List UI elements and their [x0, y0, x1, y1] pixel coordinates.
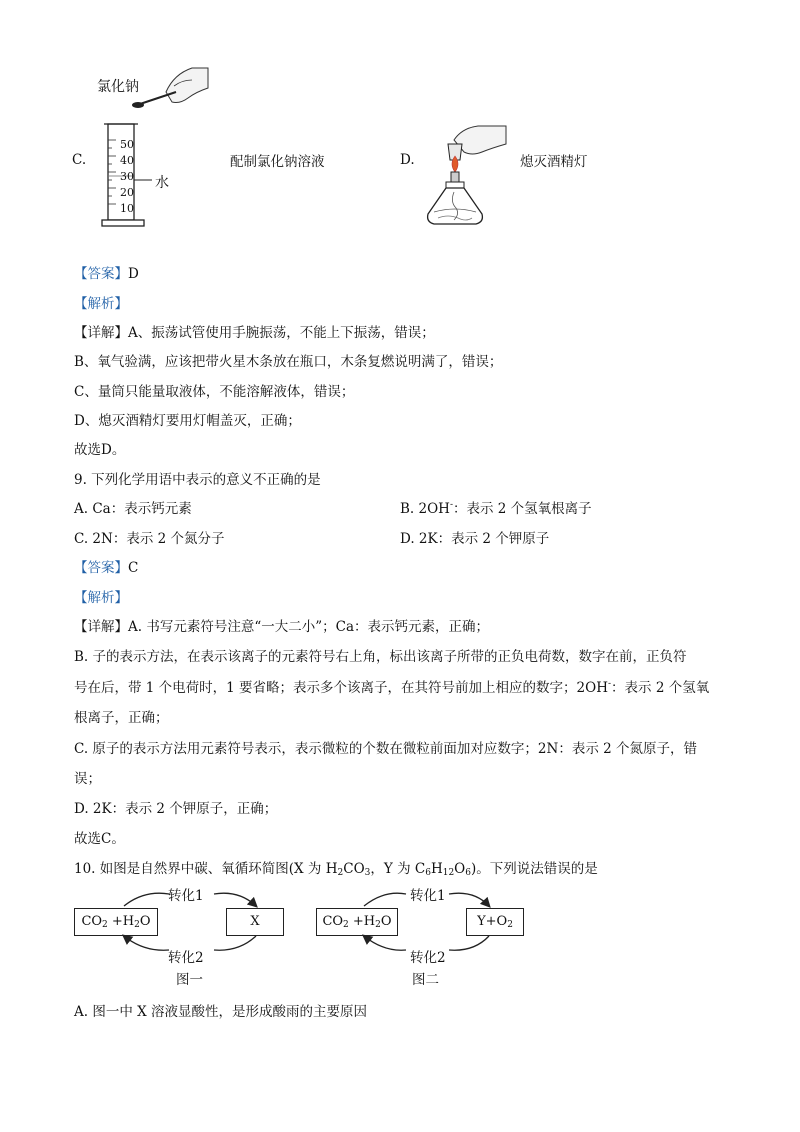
- q8-detail-b: B、氧气验满，应该把带火星木条放在瓶口，木条复燃说明满了，错误；: [74, 354, 503, 370]
- option-d-caption: 熄灭酒精灯: [520, 154, 588, 170]
- q10-stem-2: CO: [343, 861, 365, 877]
- figure-2-right-a: Y+O: [477, 914, 508, 929]
- q9-detail-b3: 根离子，正确；: [74, 710, 169, 726]
- q10-stem-sub1: 2: [337, 868, 344, 878]
- q8-detail-d: D、熄灭酒精灯要用灯帽盖灭，正确；: [74, 413, 301, 429]
- figure-2-left-a: CO: [322, 914, 344, 929]
- figure-2-left-box: [316, 908, 398, 936]
- q9-detail-b1: B. 子的表示方法，在表示该离子的元素符号右上角，标出该离子所带的正负电荷数，数字在前，正负符: [74, 649, 687, 665]
- q9-detail-c2: 误；: [74, 771, 101, 787]
- figure-2-left-c: O: [380, 914, 392, 929]
- alcohol-lamp-illustration: [418, 122, 508, 234]
- figure-2-bottom-label: 转化2: [410, 950, 446, 966]
- scale-40: 40: [120, 154, 134, 167]
- q9-option-d: D. 2K：表示 2 个钾原子: [400, 531, 550, 547]
- q9-answer: C: [128, 560, 139, 576]
- figure-2-left-b: +H: [348, 914, 376, 929]
- figure-1-left-sub1: 2: [102, 920, 108, 930]
- q8-detail-a: [74, 321, 435, 341]
- figure-2-left-sub2: 2: [375, 920, 381, 930]
- figure-2-caption: 图二: [412, 972, 439, 988]
- figure-1-caption: 图一: [176, 972, 203, 988]
- q9-choose: 故选C。: [74, 831, 125, 847]
- q9-detail-b2-pre: 号在后，带 1 个电荷时，1 要省略；表示多个该离子，在其符号前加上相应的数字；2OH: [74, 680, 608, 696]
- q10-stem-5: O: [454, 861, 466, 877]
- q9-option-c: C. 2N：表示 2 个氮分子: [74, 531, 225, 547]
- q9-answer-line: [74, 556, 138, 576]
- option-c-caption: 配制氯化钠溶液: [230, 154, 325, 170]
- answer-tag: 【答案】: [74, 266, 128, 282]
- q10-stem-sub4: 12: [442, 868, 455, 878]
- option-d-letter: D.: [400, 152, 415, 168]
- scale-10: 10: [120, 202, 134, 215]
- figure-2-right-box: [466, 908, 524, 936]
- water-label: 水: [155, 175, 169, 191]
- q9-option-b-pre: B. 2OH: [400, 501, 450, 517]
- q10-stem-3: ，Y 为 C: [370, 861, 426, 877]
- q8-detail-a-text: A、振荡试管使用手腕振荡，不能上下振荡，错误；: [128, 325, 435, 341]
- nacl-label: 氯化钠: [97, 79, 139, 95]
- q10-stem-sub5: 6: [465, 868, 471, 878]
- q8-answer-line: [74, 262, 139, 282]
- q9-option-a: A. Ca：表示钙元素: [74, 501, 192, 517]
- q9-option-b: [400, 497, 592, 517]
- figure-1-left-box: [74, 908, 158, 936]
- figure-1-left-a: CO: [81, 914, 103, 929]
- q9-detail-a-text: A. 书写元素符号注意“一大二小”；Ca：表示钙元素，正确；: [128, 619, 490, 635]
- q10-stem-sub2: 3: [364, 868, 371, 878]
- q10-option-a: A. 图一中 X 溶液显酸性，是形成酸雨的主要原因: [74, 1004, 368, 1020]
- answer-tag: 【答案】: [74, 560, 128, 576]
- q10-stem-1: 10. 如图是自然界中碳、氧循环简图(X 为 H: [74, 861, 338, 877]
- q8-analysis-tag: 【解析】: [74, 296, 128, 312]
- q9-detail-a: [74, 615, 489, 635]
- detail-tag: 【详解】: [74, 325, 128, 341]
- q9-detail-b2: [74, 676, 709, 696]
- figure-2-right-sub: 2: [507, 920, 513, 930]
- q8-answer: D: [128, 266, 139, 282]
- figure-1-left-b: +H: [107, 914, 135, 929]
- q10-stem-4: H: [430, 861, 443, 877]
- q9-stem: 9. 下列化学用语中表示的意义不正确的是: [74, 472, 321, 488]
- figure-2-left-sub1: 2: [343, 920, 349, 930]
- figure-1-left-sub2: 2: [134, 920, 140, 930]
- q10-stem-6: )。下列说法错误的是: [470, 861, 598, 877]
- q9-detail-c1: C. 原子的表示方法用元素符号表示，表示微粒的个数在微粒前面加对应数字；2N：表示 2 个氮原子，错: [74, 741, 698, 757]
- figure-2-top-label: 转化1: [410, 888, 446, 904]
- scale-20: 20: [120, 186, 134, 199]
- scale-30: 30: [120, 170, 134, 183]
- q9-detail-b2-sup: -: [607, 679, 612, 689]
- option-c-letter: C.: [72, 152, 87, 168]
- q9-option-b-sup: -: [449, 500, 453, 510]
- detail-tag: 【详解】: [74, 619, 128, 635]
- q10-stem: [74, 857, 598, 878]
- q9-detail-b2-post: ：表示 2 个氢氧: [611, 680, 710, 696]
- figure-1-bottom-label: 转化2: [168, 950, 204, 966]
- q8-detail-c: C、量筒只能量取液体，不能溶解液体，错误；: [74, 384, 355, 400]
- figure-1-right-box: X: [226, 908, 284, 936]
- q9-detail-d: D. 2K：表示 2 个钾原子，正确；: [74, 801, 278, 817]
- q9-option-b-post: ：表示 2 个氢氧根离子: [452, 501, 592, 517]
- figure-1-top-label: 转化1: [168, 888, 204, 904]
- q9-analysis-tag: 【解析】: [74, 590, 128, 606]
- figure-1-left-c: O: [139, 914, 151, 929]
- q10-stem-sub3: 6: [425, 868, 431, 878]
- cylinder-illustration: [100, 62, 210, 232]
- q8-choose: 故选D。: [74, 442, 126, 458]
- scale-50: 50: [120, 138, 134, 151]
